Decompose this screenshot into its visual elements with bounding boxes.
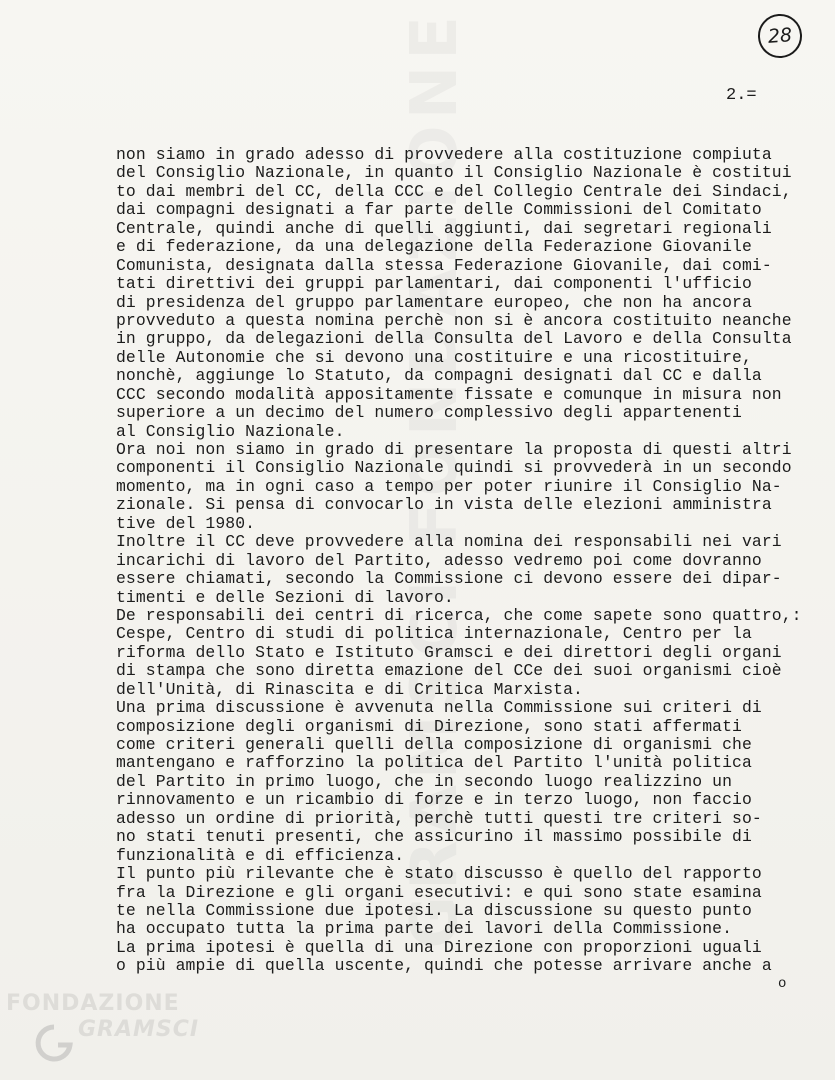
text-line: nonchè, aggiunge lo Statuto, da compagni designati dal CC e dalla [116, 366, 762, 386]
margin-mark: o [778, 976, 787, 992]
watermark-logo-line2: GRAMSCI [78, 1017, 200, 1042]
text-line: delle Autonomie che si devono una costituire e una ricostituire, [116, 347, 752, 367]
text-line: La prima ipotesi è quella di una Direzione con proporzioni uguali [116, 937, 762, 957]
text-line: del Partito in primo luogo, che in secondo luogo realizzino un [116, 771, 733, 791]
text-line: riforma dello Stato e Istituto Gramsci e dei direttori degli organi [116, 642, 782, 662]
text-line: di stampa che sono diretta emazione del CCe dei suoi organismi cioè [116, 661, 782, 681]
text-line: no stati tenuti presenti, che assicurino il massimo possibile di [116, 827, 752, 847]
text-line: mantengano e rafforzino la politica del Partito l'unità politica [116, 753, 752, 773]
text-line: momento, ma in ogni caso a tempo per poter riunire il Consiglio Na- [116, 476, 782, 496]
watermark-logo-line1: FONDAZIONE [6, 991, 180, 1016]
text-line: te nella Commissione due ipotesi. La discussione su questo punto [116, 900, 752, 920]
document-body [116, 145, 802, 976]
text-line: adesso un ordine di priorità, perchè tutti questi tre criteri so- [116, 808, 762, 828]
watermark-logo [6, 985, 226, 1075]
text-line: e di federazione, da una delegazione della Federazione Giovanile [116, 237, 752, 257]
text-line: non siamo in grado adesso di provvedere alla costituzione compiuta [116, 145, 772, 164]
text-line: in gruppo, da delegazioni della Consulta del Lavoro e della Consulta [116, 329, 792, 349]
text-line: tive del 1980. [116, 513, 256, 533]
text-line: essere chiamati, secondo la Commissione ci devono essere dei dipar- [116, 569, 782, 589]
text-line: fra la Direzione e gli organi esecutivi: e qui sono state esamina [116, 882, 762, 902]
text-line: zionale. Si pensa di convocarlo in vista delle elezioni amministra [116, 495, 772, 515]
text-line: rinnovamento e un ricambio di forze e in terzo luogo, non faccio [116, 790, 752, 810]
text-line: componenti il Consiglio Nazionale quindi si provvederà in un secondo [116, 458, 792, 478]
text-line: di presidenza del gruppo parlamentare europeo, che non ha ancora [116, 292, 752, 312]
text-line: come criteri generali quelli della composizione di organismi che [116, 735, 752, 754]
watermark-text: GRAMSCI FONDAZIONE [398, 10, 472, 949]
text-line: Cespe, Centro di studi di politica internazionale, Centro per la [116, 624, 752, 644]
text-line: composizione degli organismi di Direzione, sono stati affermati [116, 716, 742, 736]
text-line: tati direttivi dei gruppi parlamentari, dai componenti l'ufficio [116, 274, 752, 294]
text-line: Inoltre il CC deve provvedere alla nomina dei responsabili nei vari [116, 532, 782, 552]
archive-logo-icon [34, 1023, 74, 1067]
text-line: timenti e delle Sezioni di lavoro. [116, 587, 454, 607]
text-line: funzionalità e di efficienza. [116, 845, 405, 865]
text-line: ha occupato tutta la prima parte dei lavori della Commissione. [116, 919, 733, 939]
text-line: del Consiglio Nazionale, in quanto il Consiglio Nazionale è costitui [116, 163, 792, 183]
text-line: dai compagni designati a far parte delle Commissioni del Comitato [116, 200, 762, 220]
text-line: Una prima discussione è avvenuta nella Commissione sui criteri di [116, 698, 762, 718]
text-line: CCC secondo modalità appositamente fissate e comunque in misura non [116, 384, 782, 404]
circled-page-number [757, 13, 804, 60]
sheet-number: 2.= [726, 86, 757, 105]
text-line: o più ampie di quella uscente, quindi che potesse arrivare anche a [116, 956, 772, 976]
circled-page-number-text: 28 [767, 24, 793, 48]
text-line: Comunista, designata dalla stessa Federazione Giovanile, dai comi- [116, 255, 772, 275]
text-line: to dai membri del CC, della CCC e del Collegio Centrale dei Sindaci, [116, 181, 792, 201]
text-line: Ora noi non siamo in grado di presentare la proposta di questi altri [116, 440, 792, 459]
text-line: al Consiglio Nazionale. [116, 421, 345, 441]
text-line: incarichi di lavoro del Partito, adesso vedremo poi come dovranno [116, 550, 762, 570]
text-line: De responsabili dei centri di ricerca, che come sapete sono quattro,: [116, 605, 802, 625]
text-line: Il punto più rilevante che è stato discusso è quello del rapporto [116, 864, 762, 884]
text-line: dell'Unità, di Rinascita e di Critica Marxista. [116, 679, 583, 699]
text-line: provveduto a questa nomina perchè non si è ancora costituito neanche [116, 310, 792, 330]
text-line: Centrale, quindi anche di quelli aggiunti, dai segretari regionali [116, 218, 772, 238]
text-line: superiore a un decimo del numero complessivo degli appartenenti [116, 403, 742, 423]
